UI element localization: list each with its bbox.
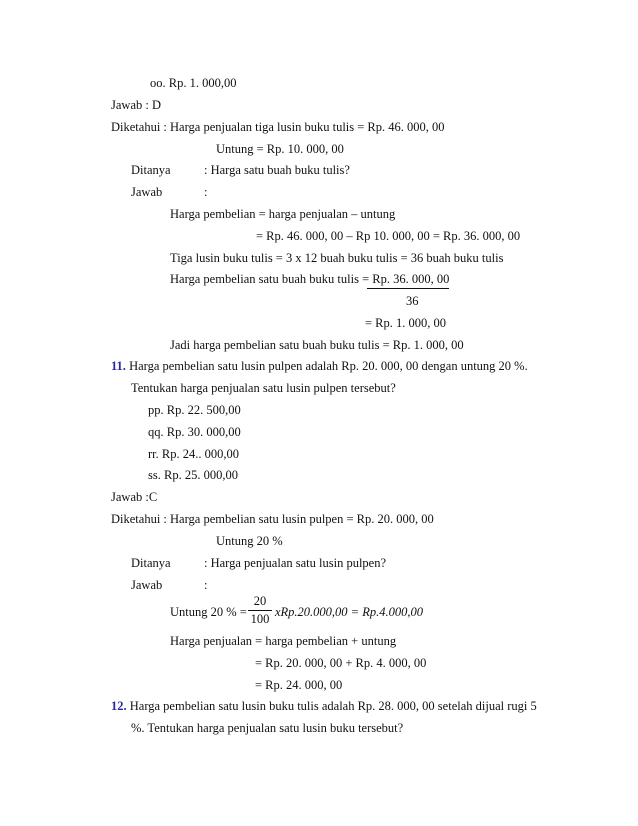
option-qq: qq. Rp. 30. 000,00 [148, 425, 241, 439]
asked-text: : Harga penjualan satu lusin pulpen? [204, 556, 387, 570]
answer-heading: Jawab [131, 185, 163, 199]
conclusion-line: Jadi harga pembelian satu buah buku tulis = Rp. 1. 000, 00 [170, 338, 464, 352]
unit-price-denominator: 36 [406, 294, 419, 308]
option-ss: ss. Rp. 25. 000,00 [148, 468, 238, 482]
calc-line: = Rp. 46. 000, 00 – Rp 10. 000, 00 = Rp. 36. 000, 00 [256, 229, 521, 243]
formula-line: Harga pembelian = harga penjualan – untung [170, 207, 396, 221]
known-line: Diketahui : Harga penjualan tiga lusin buku tulis = Rp. 46. 000, 00 [111, 120, 445, 134]
calc-line: = Rp. 20. 000, 00 + Rp. 4. 000, 00 [255, 656, 427, 670]
unit-price-line [170, 272, 449, 287]
asked-label: Ditanya [131, 163, 171, 177]
answer-colon: : [204, 185, 208, 199]
question-text: Harga pembelian satu lusin buku tulis adalah Rp. 28. 000, 00 setelah dijual rugi 5 [129, 699, 537, 713]
unit-price-result: = Rp. 1. 000, 00 [365, 316, 447, 330]
profit-formula-rhs: xRp.20.000,00 = Rp.4.000,00 [275, 605, 424, 619]
known-profit: Untung 20 % [216, 534, 283, 548]
asked-text: : Harga satu buah buku tulis? [204, 163, 350, 177]
dozen-line: Tiga lusin buku tulis = 3 x 12 buah buku tulis = 36 buah buku tulis [170, 251, 504, 265]
fraction-numerator: 20 [253, 594, 267, 608]
unit-price-numerator: Rp. 36. 000, 00 [372, 272, 450, 286]
question-number: 12. [111, 699, 127, 713]
answer-colon: : [204, 578, 208, 592]
option-pp: pp. Rp. 22. 500,00 [148, 403, 241, 417]
known-profit: Untung = Rp. 10. 000, 00 [216, 142, 344, 156]
fraction-bar [248, 610, 272, 611]
profit-formula-lhs: Untung 20 % = [170, 605, 247, 619]
question-12-cont: %. Tentukan harga penjualan satu lusin buku tersebut? [131, 721, 404, 735]
fraction-denominator: 100 [250, 612, 270, 626]
answer-label: Jawab :C [111, 490, 158, 504]
question-11 [111, 359, 528, 374]
answer-heading: Jawab [131, 578, 163, 592]
answer-label: Jawab : D [111, 98, 161, 112]
formula-line: Harga penjualan = harga pembelian + untung [170, 634, 397, 648]
question-12 [111, 699, 537, 714]
asked-label: Ditanya [131, 556, 171, 570]
question-text: Harga pembelian satu lusin pulpen adalah Rp. 20. 000, 00 dengan untung 20 %. [129, 359, 528, 373]
calc-result: = Rp. 24. 000, 00 [255, 678, 343, 692]
option-oo: oo. Rp. 1. 000,00 [150, 76, 237, 90]
unit-price-label: Harga pembelian satu buah buku tulis = [170, 272, 373, 286]
question-11-cont: Tentukan harga penjualan satu lusin pulpen tersebut? [131, 381, 396, 395]
fraction-bar [367, 288, 449, 289]
option-rr: rr. Rp. 24.. 000,00 [148, 447, 239, 461]
question-number: 11. [111, 359, 126, 373]
known-line: Diketahui : Harga pembelian satu lusin pulpen = Rp. 20. 000, 00 [111, 512, 434, 526]
